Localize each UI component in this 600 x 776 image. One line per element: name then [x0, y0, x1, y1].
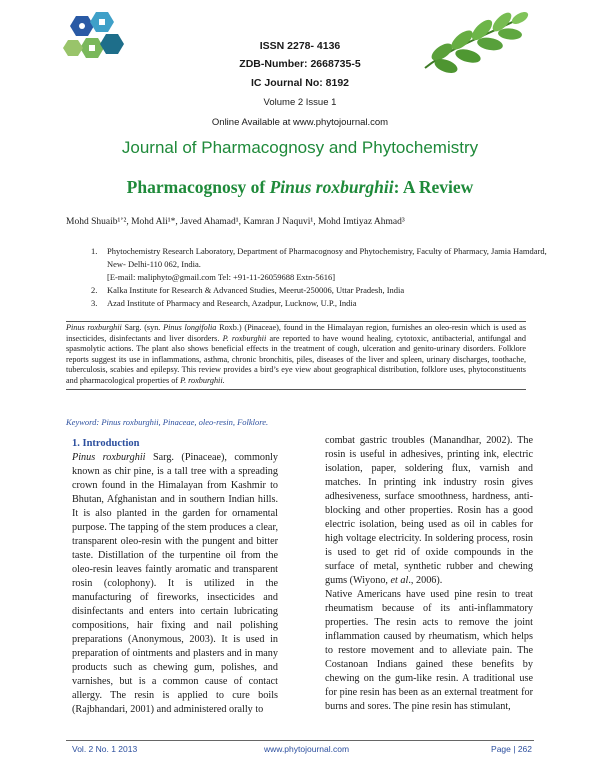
citation-etal: et al: [390, 575, 409, 586]
abstract-text: Sarg. (syn.: [121, 323, 164, 332]
affiliation-text: Azad Institute of Pharmacy and Research, Azadpur, Lucknow, U.P., India: [107, 298, 357, 308]
intro-text: Sarg. (Pinaceae), commonly known as chir pine, is a tall tree with a spreading crown found in the Himalayan from Kashmir to Bhutan, Afghanistan and in southern Indian hills. It is also planted in the garden for ornamental purpose. The tapping of the stem produces a clear, transparent oleo-resin with the pungent and bitter taste. Distillation of the turpentine oil from the oleo-resin leaves faintly aromatic and transparent rosin (colophony). It is utilized in the manufacturing of fireworks, insecticides and disinfectants and enters into certain lubricating compositions, hair fixing and nail polishing preparations (Anonymous, 2003). It is used in preparation of ointments and plasters and in many products such as chewing gum, polishes, and varnishes, but is a common cause of contact allergy. The resin is applied to cure boils (Rajbhandari, 2001) and administered orally to: [72, 452, 278, 715]
abstract-synonym: Pinus longifolia: [163, 323, 217, 332]
intro-species: Pinus roxburghii: [72, 452, 146, 463]
affiliation-item: [107, 271, 547, 284]
affiliation-item: [91, 297, 547, 310]
journal-title: Journal of Pharmacognosy and Phytochemistry: [121, 138, 479, 157]
affiliation-number: 1.: [91, 246, 98, 256]
footer-volume: Vol. 2 No. 1 2013: [72, 744, 138, 754]
abstract-text: Roxb.) (Pinaceae), found in the Himalayan region, furnishes an oleo-resin which is used as insecticides, disinfectants and liver disorders.: [66, 323, 526, 343]
footer-divider: [66, 740, 534, 741]
article-title: [0, 177, 600, 198]
intro-paragraph: [72, 451, 278, 717]
paragraph-rosin-uses: [325, 434, 533, 588]
zdb-number: ZDB-Number: 2668735-5: [239, 58, 361, 70]
online-availability: Online Available at www.phytojournal.com: [211, 117, 389, 128]
ic-journal-number: IC Journal No: 8192: [250, 77, 350, 89]
affiliation-text: Kalka Institute for Research & Advanced Studies, Meerut-250006, Uttar Pradesh, India: [107, 285, 405, 295]
affiliation-item: [91, 284, 547, 297]
title-suffix: : A Review: [393, 177, 474, 197]
abstract-species-short: P. roxburghii.: [180, 375, 225, 385]
left-column: [72, 433, 278, 717]
abstract-species-short: P. roxburghii: [222, 333, 267, 343]
section-heading-introduction: 1. Introduction: [72, 438, 140, 449]
affiliation-contact: [E-mail: maliphyto@gmail.com Tel: +91-11-26059688 Extn-5616]: [107, 272, 336, 282]
author-list: Mohd Shuaib¹ʼ², Mohd Ali¹*, Javed Ahamad¹, Kamran J Naquvi¹, Mohd Imtiyaz Ahmad³: [66, 217, 405, 227]
abstract: [66, 321, 526, 390]
paragraph-text: combat gastric troubles (Manandhar, 2002). The rosin is useful in adhesives, printing ink, electric isolation, paper, soldering flux, varnish and matches. In printing ink industry rosin gives adhesiveness, surface smoothness, hardness, anti-blocking and other properties. Rosin has a good electric isolation, being used as oil in cables for high voltage electricity. In soldering process, rosin is used to get rid of oxide compounds in the surface of metal, synthetic rubber and chewing gums (Wiyono,: [325, 435, 533, 586]
paragraph-native-americans: Native Americans have used pine resin to treat rheumatism because of its anti-inflammatory properties. The resin acts to remove the joint inflammation caused by rheumatism, which helps to restore movement and to alleviate pain. The Costanoan Indians gained these benefits by chewing on the gum-like resin. A traditional use for pine resin has been as an external treatment for burns and sores. The pine resin has stimulant,: [325, 589, 533, 712]
affiliation-item: [91, 245, 547, 271]
footer-page-number: Page | 262: [491, 744, 532, 754]
abstract-text: are reported to have wound healing, cytotoxic, antibacterial, antifungal and spasmolytic actions. The plant also shows beneficial effects in the treatment of cough, ulceration and genito-urinary disorders. Folklore reports suggest its use in inflammations, asthma, chronic bronchitis, piles, diseases of the liver and spleen, urinary discharges, toothache, tuberculosis, scabies and epilepsy. This review provides a bird’s eye view about geographical distribution, folklore uses, phytoconstituents and pharmacological properties of: [66, 333, 526, 385]
title-prefix: Pharmacognosy of: [126, 177, 270, 197]
right-column: [325, 434, 533, 714]
affiliation-text: Phytochemistry Research Laboratory, Department of Pharmacognosy and Phytochemistry, Faculty of Pharmacy, Jamia Hamdard, New- Delhi-110 062, India.: [107, 246, 547, 269]
affiliation-number: 3.: [91, 298, 98, 308]
title-species: Pinus roxburghii: [269, 177, 394, 197]
volume-issue: Volume 2 Issue 1: [263, 97, 337, 108]
keywords: Keyword: Pinus roxburghii, Pinaceae, oleo-resin, Folklore.: [66, 417, 269, 427]
issn: ISSN 2278- 4136: [259, 40, 341, 52]
abstract-species: Pinus roxburghii: [66, 323, 122, 332]
affiliations: [91, 245, 547, 310]
affiliation-number: 2.: [91, 285, 98, 295]
footer-website-link[interactable]: www.phytojournal.com: [264, 744, 350, 754]
paragraph-text: ., 2006).: [408, 575, 443, 586]
